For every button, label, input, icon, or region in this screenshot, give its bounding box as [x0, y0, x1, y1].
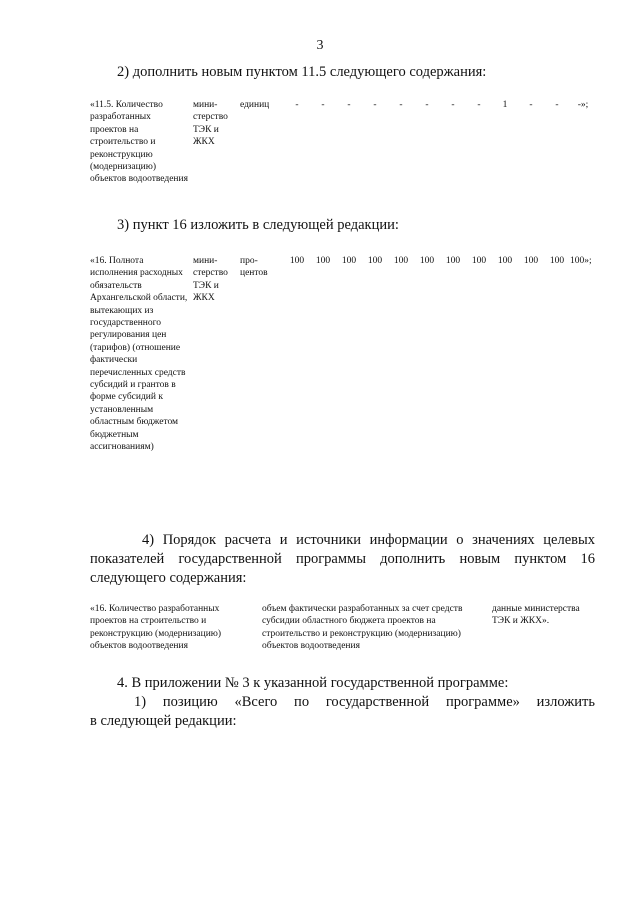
item2-value: - [321, 100, 325, 110]
item2-value: 1 [502, 100, 508, 110]
item2-value: - [399, 100, 403, 110]
section4-line2: в следующей редакции: [90, 713, 237, 729]
item3-value: 100 [289, 256, 305, 266]
section4-line1: 1) позицию «Всего по государственной программе» изложить [134, 694, 595, 710]
item3-value: 100 [367, 256, 383, 266]
item2-unit: единиц [240, 100, 270, 110]
page-number: 3 [316, 38, 324, 53]
item2-value: - [529, 100, 533, 110]
item3-value: 100 [341, 256, 357, 266]
item4-line3: следующего содержания: [90, 570, 247, 586]
item2-value: - [347, 100, 351, 110]
item3-indicator: «16. Полнота исполнения расходных обязательств Архангельской области, вытекающих из государственного регулирования цен (тарифов) (отношение фактически перечисленных средств субсидий и грантов в форме субсидий к установленным областным бюджетом бюджетным ассигнованиям) [90, 256, 188, 453]
section4-heading: 4. В приложении № 3 к указанной государственной программе: [117, 675, 509, 691]
item3-value: 100 [471, 256, 487, 266]
item3-value: 100 [523, 256, 539, 266]
item2-value: - [373, 100, 377, 110]
item3-value: 100 [419, 256, 435, 266]
item3-heading: 3) пункт 16 изложить в следующей редакции: [117, 217, 399, 233]
item2-value: - [555, 100, 559, 110]
item2-value: -»; [577, 100, 589, 110]
item3-value: 100»; [570, 256, 592, 266]
item4-col-source: данные министерства ТЭК и ЖКХ». [492, 604, 580, 627]
item3-unit: про-центов [240, 256, 268, 279]
item3-executor: мини-стерство ТЭК и ЖКХ [193, 256, 228, 304]
item2-value: - [425, 100, 429, 110]
item2-indicator: «11.5. Количество разработанных проектов на строительство и реконструкцию (модернизацию) объектов водоотведения [90, 100, 188, 185]
item3-value: 100 [445, 256, 461, 266]
item2-heading: 2) дополнить новым пунктом 11.5 следующего содержания: [117, 64, 487, 80]
item3-value: 100 [497, 256, 513, 266]
item2-value: - [295, 100, 299, 110]
item3-value: 100 [315, 256, 331, 266]
item2-value: - [451, 100, 455, 110]
item2-value: - [477, 100, 481, 110]
item4-line1: 4) Порядок расчета и источники информации о значениях целевых [142, 532, 595, 548]
item3-value: 100 [393, 256, 409, 266]
item4-line2: показателей государственной программы дополнить новым пунктом 16 [90, 551, 595, 567]
item4-col-method: объем фактически разработанных за счет средств субсидии областного бюджета проектов на строительство и реконструкцию (модернизацию) объектов водоотведения [262, 604, 463, 652]
item3-value: 100 [549, 256, 565, 266]
item4-col-indicator: «16. Количество разработанных проектов на строительство и реконструкцию (модернизацию) объектов водоотведения [90, 604, 222, 652]
item2-executor: мини-стерство ТЭК и ЖКХ [193, 100, 228, 148]
